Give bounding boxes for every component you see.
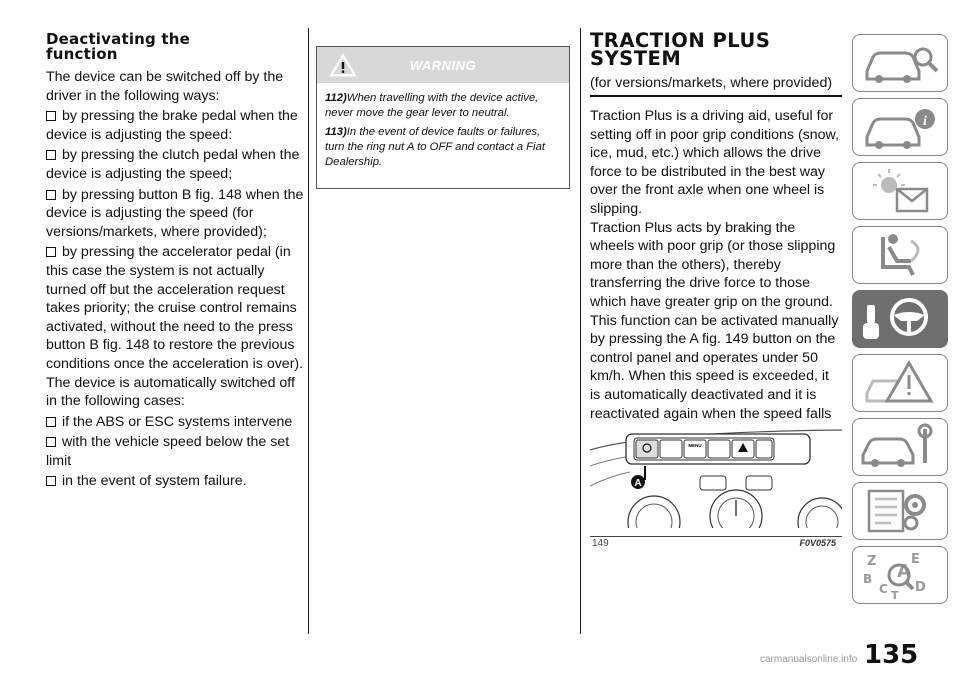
traction-plus-section — [590, 30, 842, 442]
car-info-icon — [853, 99, 946, 154]
column-divider — [580, 28, 581, 634]
figure-caption — [590, 536, 842, 551]
seat-safety-icon — [853, 227, 946, 282]
body-paragraph: Traction Plus acts by braking the wheels with poor grip (or those slipping more than the others), thereby transferring the drive force to those which have greater grip on the ground. This function can be activated manually by pressing the A fig. 149 button on the control panel and operates under 50 km/h. When this speed is exceeded, it is automatically deactivated and it is reactivated again when the speed falls — [590, 219, 839, 422]
tab-safety[interactable] — [852, 226, 948, 284]
bullet-item: by pressing the clutch pedal when the device is adjusting the speed; — [46, 147, 300, 182]
tab-knowing-car[interactable] — [852, 34, 948, 92]
section-subtitle: (for versions/markets, where provided) — [590, 74, 842, 97]
checkbox-bullet-icon — [46, 417, 56, 427]
tab-warning-lights[interactable] — [852, 162, 948, 220]
bullet-item: by pressing the brake pedal when the device is adjusting the speed: — [46, 108, 298, 143]
menu-button-label: MENU — [688, 443, 702, 448]
checkbox-bullet-icon — [46, 247, 56, 257]
chapter-tabs — [852, 34, 950, 610]
checkbox-bullet-icon — [46, 476, 56, 486]
tab-instrument-panel[interactable] — [852, 98, 948, 156]
index-letter: D — [915, 580, 926, 595]
car-service-icon — [853, 419, 946, 474]
body-paragraph: Traction Plus is a driving aid, useful for setting off in poor grip conditions (snow, ice, mud, etc.) which allows the drive force to be distributed in the best way over the front axle when one wheel is slipping. — [590, 108, 839, 217]
alphabetical-index-icon — [853, 547, 946, 602]
tab-starting-driving[interactable] — [852, 290, 948, 348]
index-letter: A — [897, 561, 911, 582]
checkbox-bullet-icon — [46, 111, 56, 121]
warning-item: 113)In the event of device faults or failures, turn the ring nut A to OFF and contact a Fiat Dealership. — [325, 126, 545, 168]
tab-servicing[interactable] — [852, 418, 948, 476]
warning-title: WARNING — [409, 58, 477, 73]
deactivation-section — [46, 30, 304, 491]
figure-number: 149 — [592, 538, 609, 549]
section-title: TRACTION PLUS SYSTEM — [590, 29, 771, 70]
checkbox-bullet-icon — [46, 190, 56, 200]
bullet-item: in the event of system failure. — [46, 472, 304, 491]
checkbox-bullet-icon — [46, 437, 56, 447]
warning-body — [317, 83, 569, 188]
index-letter: Z — [867, 554, 877, 569]
section-heading: Deactivating the function — [46, 30, 191, 63]
bullet-item: by pressing the accelerator pedal (in this case the system is not actually turned off but the acceleration request takes priority; the cruise control remains activated, without the need to the press button B fig. 148 to restore the previous conditions once the acceleration is over). — [46, 244, 304, 372]
column-divider — [308, 28, 309, 634]
warning-item: 112)When travelling with the device active, never move the gear lever to neutral. — [325, 92, 539, 119]
tab-emergency[interactable] — [852, 354, 948, 412]
tab-index[interactable] — [852, 546, 948, 604]
auto-intro-text: The device is automatically switched off in the following cases: — [46, 374, 295, 410]
intro-text: The device can be switched off by the driver in the following ways: — [46, 69, 284, 104]
bullet-item: if the ABS or ESC systems intervene — [46, 413, 304, 432]
index-letter: C — [879, 582, 888, 596]
figure-control-panel — [590, 426, 842, 528]
index-letter: B — [863, 572, 873, 586]
control-panel-illustration — [590, 426, 842, 528]
tab-technical-data[interactable] — [852, 482, 948, 540]
svg-text:i: i — [923, 114, 927, 129]
index-letter: E — [911, 552, 920, 567]
checkbox-bullet-icon — [46, 150, 56, 160]
watermark: carmanualsonline.info — [760, 654, 858, 665]
callout-label: A — [634, 478, 642, 489]
technical-data-icon — [853, 483, 946, 538]
page-number: 135 — [864, 640, 919, 670]
warning-lights-icon — [853, 163, 946, 218]
warning-box — [316, 46, 570, 189]
bullet-item: by pressing button B fig. 148 when the device is adjusting the speed (for versions/markets, where provided); — [46, 186, 304, 240]
bullet-item: with the vehicle speed below the set limit — [46, 434, 290, 469]
key-steering-wheel-icon — [853, 291, 946, 346]
road-warning-icon — [853, 355, 946, 410]
car-search-icon — [853, 35, 946, 90]
figure-code: F0V0575 — [799, 538, 836, 548]
index-letter: T — [891, 589, 899, 602]
warning-header — [317, 47, 569, 83]
